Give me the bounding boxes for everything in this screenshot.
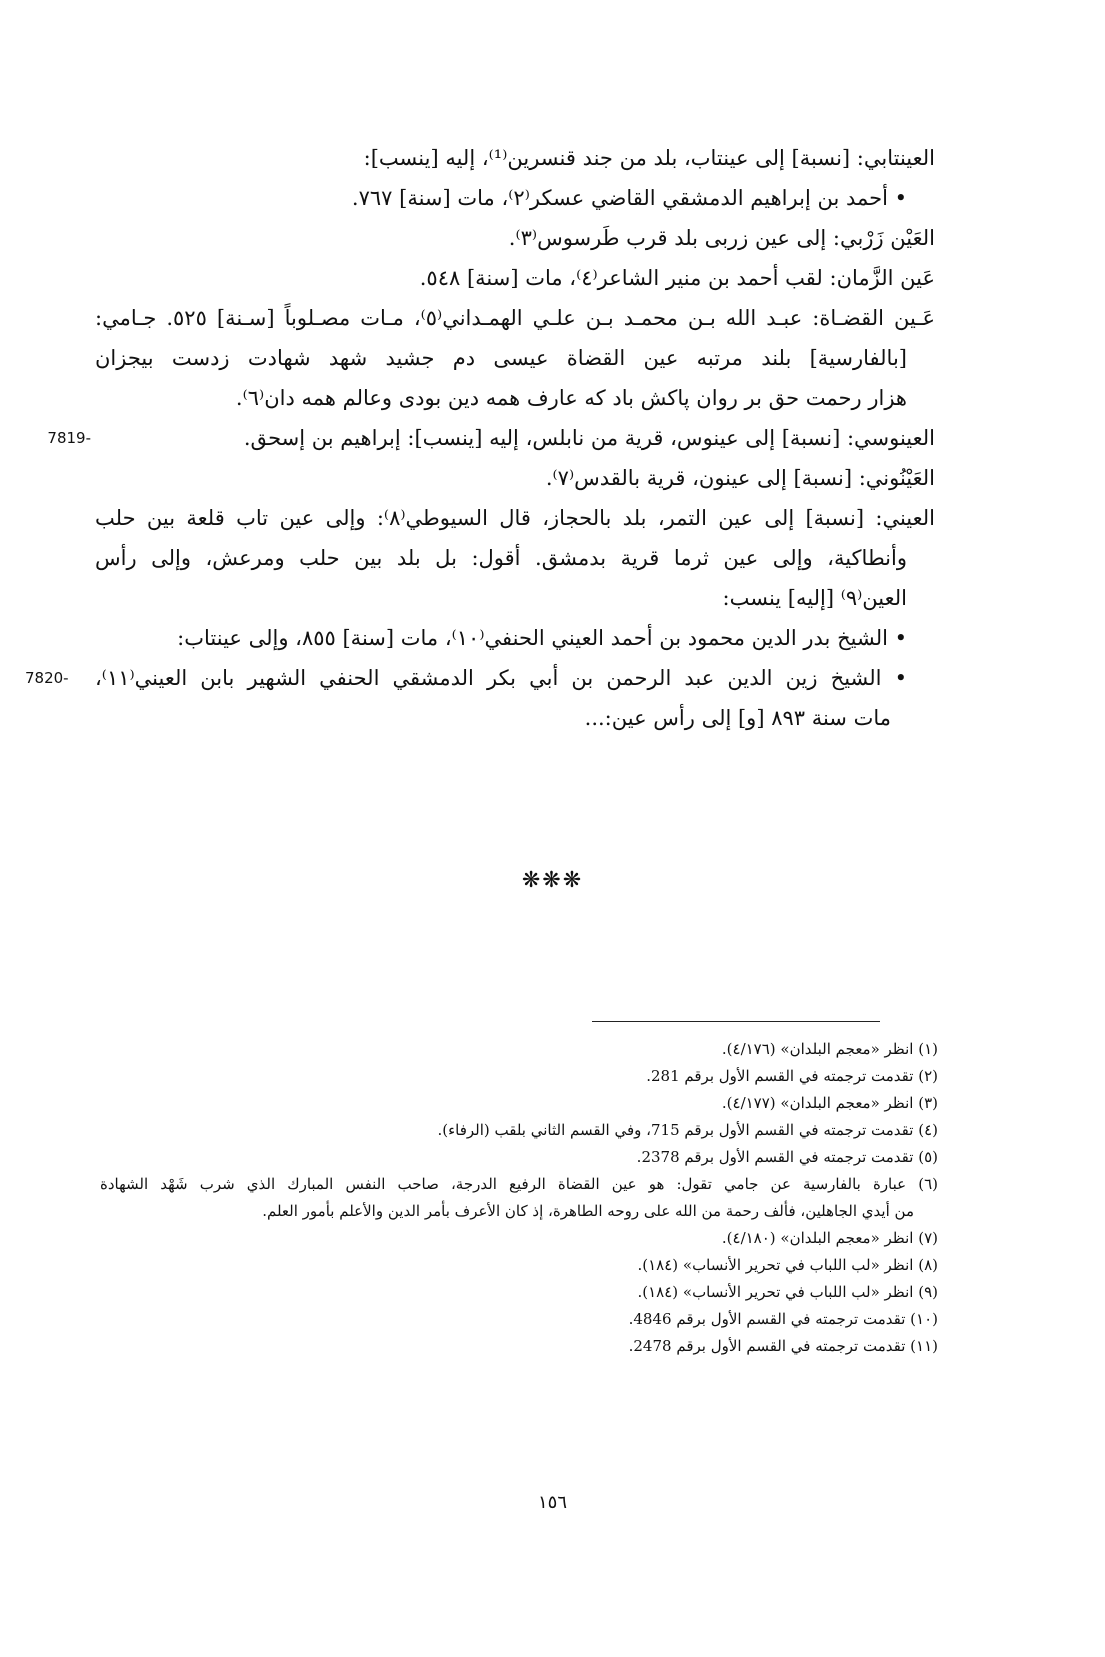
footnotes [100, 1036, 938, 1360]
footnote: (٢) تقدمت ترجمته في القسم الأول برقم 281. [646, 1067, 938, 1085]
footnote: (٦) عبارة بالفارسية عن جامي تقول: هو عين القضاة الرفيع الدرجة، صاحب النفس المبارك الذي شرب شَهْد الشهادة [100, 1175, 938, 1193]
footnote: (١) انظر «معجم البلدان» (٤/١٧٦). [721, 1040, 938, 1058]
footnote: (١١) تقدمت ترجمته في القسم الأول برقم 2478. [628, 1337, 938, 1355]
main-text [25, 138, 935, 738]
entry-line: العين⁽٩⁾ [إليه] ينسب: [722, 586, 907, 610]
entry-line: 7820- • الشيخ زين الدين عبد الرحمن بن أبي بكر الدمشقي الحنفي الشهير بابن العيني⁽١١⁾، [95, 658, 935, 698]
entry-line: هزار رحمت حق بر روان پاكش باد كه عارف همه دين بودى وعالم همه دان⁽٦⁾. [235, 386, 907, 410]
entry-line: عَين الزَّمان: لقب أحمد بن منير الشاعر⁽٤⁾، مات [سنة] ٥٤٨. [419, 266, 935, 290]
entry-line: العَيْن زَرْبي: إلى عين زربى بلد قرب طَرسوس⁽٣⁾. [508, 226, 935, 250]
page-number: ١٥٦ [537, 1492, 567, 1513]
entry-line: عَـين القضـاة: عبـد الله بـن محمـد بـن علـي الهمـداني⁽٥⁾، مـات مصـلوباً [سـنة] ٥٢٥. جـامي: [95, 306, 935, 330]
entry-number: 7819- [47, 429, 91, 447]
footnote: من أيدي الجاهلين، فألف رحمة من الله على روحه الطاهرة، إذ كان الأعرف بأمر الدين والأعلم بأمور العلم. [262, 1202, 914, 1220]
footnote: (٩) انظر «لب اللباب في تحرير الأنساب» (١٨٤). [637, 1283, 938, 1301]
entry-number: 7820- [25, 669, 69, 687]
footnote: (٣) انظر «معجم البلدان» (٤/١٧٧). [721, 1094, 938, 1112]
footnote: (٥) تقدمت ترجمته في القسم الأول برقم 2378. [636, 1148, 938, 1166]
entry-line: العَيْنُوني: [نسبة] إلى عينون، قرية بالقدس⁽٧⁾. [545, 466, 935, 490]
entry-line: العينتابي: [نسبة] إلى عينتاب، بلد من جند قنسرين⁽¹⁾، إليه [ينسب]: [363, 146, 935, 170]
entry-line: مات سنة ٨٩٣ [و] إلى رأس عين:... [584, 706, 891, 730]
footnote: (٨) انظر «لب اللباب في تحرير الأنساب» (١٨٤). [637, 1256, 938, 1274]
entry-line: • أحمد بن إبراهيم الدمشقي القاضي عسكر⁽٢⁾، مات [سنة] ٧٦٧. [351, 186, 907, 210]
entry-line: 7819- العينوسي: [نسبة] إلى عينوس، قرية من نابلس، إليه [ينسب]: إبراهيم بن إسحق. [95, 418, 935, 458]
footnote: (٤) تقدمت ترجمته في القسم الأول برقم 715، وفي القسم الثاني بلقب (الرفاء). [437, 1121, 938, 1139]
footnote: (١٠) تقدمت ترجمته في القسم الأول برقم 4846. [628, 1310, 938, 1328]
entry-line: العيني: [نسبة] إلى عين التمر، بلد بالحجاز، قال السيوطي⁽٨⁾: وإلى عين تاب قلعة بين حلب [95, 506, 935, 530]
entry-line: وأنطاكية، وإلى عين ثرما قرية بدمشق. أقول: بل بلد بين حلب ومرعش، وإلى رأس [95, 546, 907, 570]
entry-line: • الشيخ بدر الدين محمود بن أحمد العيني الحنفي⁽١٠⁾، مات [سنة] ٨٥٥، وإلى عينتاب: [177, 626, 907, 650]
entry-line: [بالفارسية] بلند مرتبه عين القضاة عيسى دم جشيد شهد شهادت زدست بيجزان [95, 346, 907, 370]
footnote-rule [592, 1021, 880, 1022]
footnote: (٧) انظر «معجم البلدان» (٤/١٨٠). [721, 1229, 938, 1247]
section-separator: ❋❋❋ [521, 868, 584, 893]
